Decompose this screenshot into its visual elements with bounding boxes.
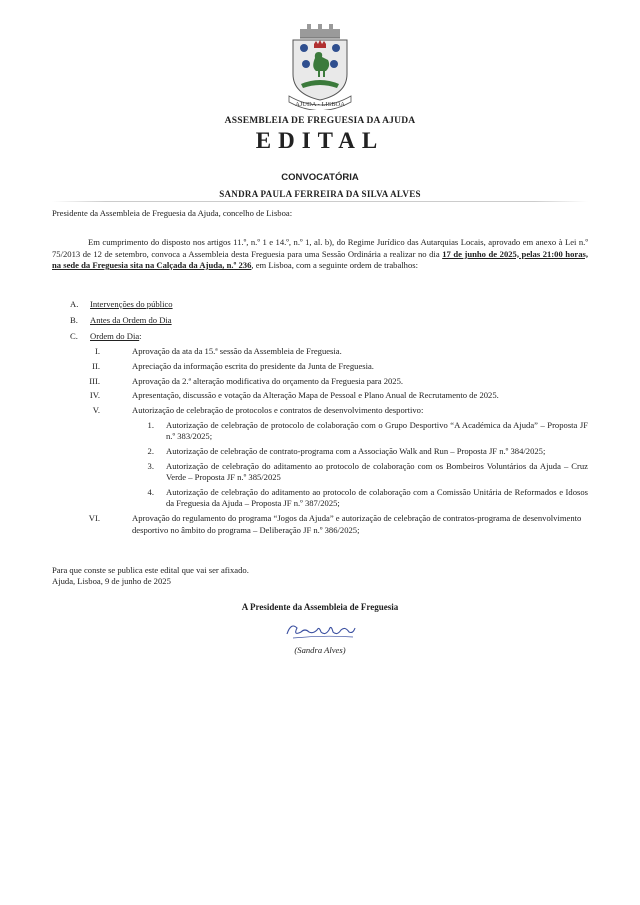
item-number: II. [92, 361, 100, 372]
closing-line: Para que conste se publica este edital que vai ser afixado. [52, 565, 249, 575]
item-number: I. [94, 346, 100, 357]
sub-list-item [52, 446, 588, 458]
divider [52, 201, 588, 202]
agenda-label: Intervenções do público [90, 299, 173, 309]
item-number: IV. [89, 390, 100, 401]
item-text: Aprovação do regulamento do programa “Jogos da Ajuda” e autorização de celebração de contratos-programa de desenvolvimento desportivo no âmbito do programa – Deliberação JF n.º 386/2025; [132, 513, 582, 535]
agenda-label-suffix: : [139, 330, 142, 341]
organization-name: ASSEMBLEIA DE FREGUESIA DA AJUDA [224, 116, 416, 126]
agenda-label: Ordem do Dia [90, 330, 140, 341]
agenda [52, 299, 588, 539]
agenda-marker: C. [70, 330, 78, 341]
document-subtitle: CONVOCATÓRIA [281, 172, 359, 183]
presidente-line: Presidente da Assembleia de Freguesia da Ajuda, concelho de Lisboa: [52, 208, 293, 218]
session-date-location: 17 de junho de 2025, pelas 21:00 horas, na sede da Freguesia sita na Calçada da Ajuda, n.º 236 [52, 248, 588, 270]
president-name: SANDRA PAULA FERREIRA DA SILVA ALVES [219, 189, 421, 199]
sub-item-number: 1. [147, 419, 154, 430]
sub-list-item [52, 420, 588, 443]
sub-item-text: Autorização de celebração de contrato-programa com a Associação Walk and Run – Proposta JF n.º 384/2025; [166, 446, 546, 457]
list-item [52, 405, 588, 417]
sub-item-text: Autorização de celebração de protocolo de colaboração com o Grupo Desportivo “A Académica da Ajuda” – Proposta JF n.º 383/2025; [166, 419, 588, 442]
list-item [52, 346, 588, 358]
handwritten-signature-icon [283, 618, 359, 642]
list-item [52, 376, 588, 388]
signature-name: (Sandra Alves) [294, 645, 346, 655]
sub-item-number: 2. [147, 446, 154, 457]
ordem-do-dia-list [52, 346, 588, 536]
agenda-item [52, 299, 588, 311]
agenda-item [52, 331, 588, 343]
item-text: Aprovação da 2.ª alteração modificativa do orçamento da Freguesia para 2025. [132, 375, 404, 386]
intro-text-end: , em Lisboa, com a seguinte ordem de trabalhos: [251, 260, 418, 270]
agenda-item [52, 315, 588, 327]
item-text: Aprovação da ata da 15.ª sessão da Assembleia de Freguesia. [132, 346, 342, 357]
list-item [52, 513, 588, 536]
coat-of-arms-icon [281, 22, 359, 110]
item-number: VI. [88, 513, 100, 524]
intro-paragraph [52, 237, 588, 272]
item-number: V. [92, 405, 100, 416]
place-date: Ajuda, Lisboa, 9 de junho de 2025 [52, 576, 171, 586]
item-text: Autorização de celebração de protocolos e contratos de desenvolvimento desportivo: [132, 405, 424, 416]
sub-item-text: Autorização de celebração do aditamento ao protocolo de colaboração com a Comissão Unitária de Reformados e Idosos da Freguesia da Ajuda – Proposta JF n.º 387/2025; [166, 486, 588, 509]
agenda-marker: B. [70, 314, 78, 325]
crest-motto: AJUDA - LISBOA [295, 101, 345, 108]
list-item [52, 390, 588, 402]
intro-text: Em cumprimento do disposto nos artigos 11.º, n.º 1 e 14.º, n.º 1, al. b), do Regime Jurídico das Autarquias Locais, aprovado em anexo à Lei n.º 75/2013 de 12 de setembro, convoca a Assembleia desta Freguesia para uma Sessão Ordinária a realizar no dia [52, 237, 588, 259]
signer-title: A Presidente da Assembleia de Freguesia [241, 602, 399, 612]
sub-list-item [52, 487, 588, 510]
document-title: EDITAL [255, 128, 385, 153]
sub-item-number: 4. [147, 486, 154, 497]
agenda-marker: A. [70, 299, 79, 309]
sub-item-text: Autorização de celebração do aditamento ao protocolo de colaboração com os Bombeiros Voluntários da Ajuda – Cruz Verde – Proposta JF n.º 385/2025 [166, 460, 588, 483]
sub-list-item [52, 461, 588, 484]
sub-item-number: 3. [147, 460, 154, 471]
agenda-label: Antes da Ordem do Dia [90, 314, 172, 325]
item-number: III. [89, 375, 100, 386]
list-item [52, 361, 588, 373]
item-text: Apresentação, discussão e votação da Alteração Mapa de Pessoal e Plano Anual de Recrutamento de 2025. [132, 390, 499, 401]
item-text: Apreciação da informação escrita do presidente da Junta de Freguesia. [132, 361, 374, 372]
